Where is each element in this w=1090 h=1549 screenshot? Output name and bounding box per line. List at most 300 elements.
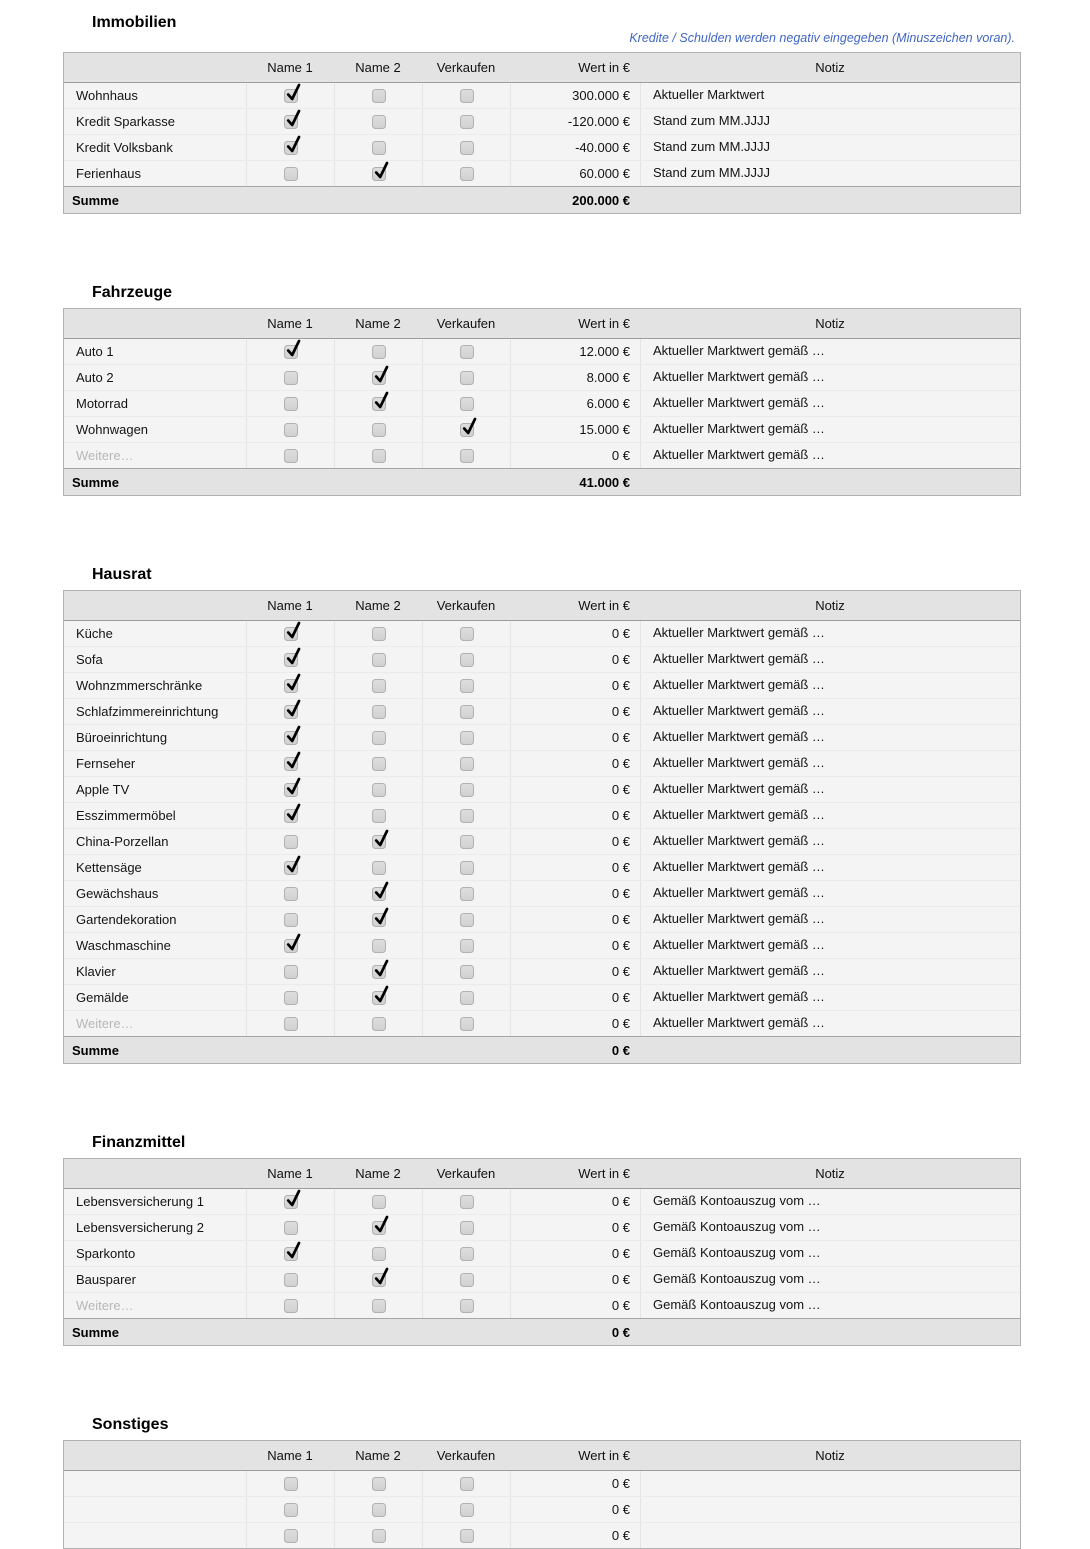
summe-row (64, 1318, 1020, 1345)
column-header-wert: Wert in € (578, 1166, 630, 1181)
checkmark-icon (374, 829, 389, 848)
item-name-cell[interactable]: Gartendekoration (76, 911, 177, 927)
item-name-cell[interactable]: Waschmaschine (76, 937, 171, 953)
column-header-name1: Name 1 (267, 316, 313, 331)
table-row (64, 829, 1020, 855)
item-note-cell[interactable] (640, 1471, 1020, 1496)
column-header-name2: Name 2 (355, 1166, 401, 1181)
checkbox-name1[interactable] (284, 1195, 298, 1209)
item-value-cell[interactable]: 0 € (510, 725, 640, 750)
summe-value: 0 € (611, 1324, 630, 1340)
column-header-name1: Name 1 (267, 60, 313, 75)
checkbox-name2[interactable] (372, 345, 386, 359)
checkbox-name1[interactable] (284, 115, 298, 129)
item-note-cell[interactable]: Aktueller Marktwert gemäß … (640, 621, 1020, 646)
column-header-notiz: Notiz (815, 1166, 845, 1181)
section-immobilien (63, 14, 1021, 214)
checkbox-verkaufen[interactable] (460, 1017, 474, 1031)
checkbox-name2[interactable] (372, 89, 386, 103)
checkbox-name1[interactable] (284, 397, 298, 411)
checkmark-icon (374, 1267, 389, 1286)
checkbox-verkaufen[interactable] (460, 1273, 474, 1287)
section-title: Finanzmittel (92, 1134, 186, 1151)
checkbox-verkaufen[interactable] (460, 449, 474, 463)
section-finanzmittel (63, 1134, 1021, 1346)
section-title: Fahrzeuge (92, 284, 173, 301)
item-name-cell[interactable]: Wohnhaus (76, 87, 138, 103)
item-note-cell[interactable]: Aktueller Marktwert gemäß … (640, 933, 1020, 958)
item-note-cell[interactable]: Aktueller Marktwert gemäß … (640, 985, 1020, 1010)
checkbox-verkaufen[interactable] (460, 1503, 474, 1517)
item-note-cell[interactable]: Gemäß Kontoauszug vom … (640, 1293, 1020, 1318)
item-note-cell[interactable]: Stand zum MM.JJJJ (640, 135, 1020, 160)
item-value-cell[interactable]: 0 € (510, 881, 640, 906)
checkmark-icon (374, 1215, 389, 1234)
checkbox-name2[interactable] (372, 1503, 386, 1517)
checkbox-name2[interactable] (372, 1195, 386, 1209)
section-fahrzeuge (63, 284, 1021, 496)
item-note-cell[interactable]: Stand zum MM.JJJJ (640, 109, 1020, 134)
item-name-cell[interactable]: Auto 1 (76, 343, 114, 359)
section-title: Hausrat (92, 566, 152, 583)
item-value-cell[interactable]: 0 € (510, 829, 640, 854)
item-name-cell[interactable]: Motorrad (76, 395, 129, 411)
checkbox-name2[interactable] (372, 1221, 386, 1235)
checkbox-verkaufen[interactable] (460, 913, 474, 927)
item-note-cell[interactable]: Aktueller Marktwert gemäß … (640, 855, 1020, 880)
item-name-cell[interactable]: Apple TV (76, 781, 130, 797)
checkmark-icon (374, 985, 389, 1004)
item-value-cell[interactable]: -40.000 € (510, 135, 640, 160)
section-hausrat (63, 566, 1021, 1064)
column-header-name1: Name 1 (267, 1448, 313, 1463)
item-note-cell[interactable]: Aktueller Marktwert gemäß … (640, 699, 1020, 724)
item-name-cell[interactable]: Kredit Sparkasse (76, 113, 175, 129)
checkbox-name1[interactable] (284, 939, 298, 953)
item-name-cell[interactable]: Lebensversicherung 2 (76, 1219, 204, 1235)
column-header-verkaufen: Verkaufen (436, 1448, 496, 1463)
section-sonstiges (63, 1416, 1021, 1549)
item-name-cell[interactable]: Kredit Volksbank (76, 139, 173, 155)
checkbox-verkaufen[interactable] (460, 167, 474, 181)
column-header-verkaufen: Verkaufen (436, 60, 496, 75)
item-value-cell[interactable]: 0 € (510, 1523, 640, 1548)
section-header (63, 1416, 1021, 1433)
column-header-name2: Name 2 (355, 598, 401, 613)
checkbox-name1[interactable] (284, 679, 298, 693)
checkbox-name1[interactable] (284, 965, 298, 979)
item-name-cell[interactable]: Gewächshaus (76, 885, 159, 901)
column-header-name1: Name 1 (267, 1166, 313, 1181)
table-header-row (64, 1159, 1020, 1189)
section-title: Immobilien (92, 14, 177, 31)
item-value-cell[interactable]: 15.000 € (510, 417, 640, 442)
table-row (64, 365, 1020, 391)
table-row (64, 161, 1020, 186)
checkmark-icon (286, 673, 301, 692)
table-body (64, 1189, 1020, 1318)
column-header-name2: Name 2 (355, 60, 401, 75)
table-header-row (64, 53, 1020, 83)
checkbox-name2[interactable] (372, 371, 386, 385)
checkbox-name2[interactable] (372, 1529, 386, 1543)
item-value-cell[interactable]: 12.000 € (510, 339, 640, 364)
checkbox-name1[interactable] (284, 1273, 298, 1287)
checkmark-icon (286, 109, 301, 128)
summe-value: 200.000 € (572, 192, 630, 208)
table-row (64, 933, 1020, 959)
section-header (63, 1134, 1021, 1151)
checkbox-verkaufen[interactable] (460, 679, 474, 693)
checkbox-name2[interactable] (372, 965, 386, 979)
item-name-cell[interactable]: Ferienhaus (76, 165, 142, 181)
table-row (64, 1523, 1020, 1548)
item-note-cell[interactable]: Aktueller Marktwert gemäß … (640, 959, 1020, 984)
table-row (64, 855, 1020, 881)
item-note-cell[interactable]: Aktueller Marktwert gemäß … (640, 673, 1020, 698)
item-name-cell[interactable]: Lebensversicherung 1 (76, 1193, 204, 1209)
column-header-notiz: Notiz (815, 598, 845, 613)
item-name-cell[interactable]: Schlafzimmereinrichtung (76, 703, 219, 719)
checkbox-name1[interactable] (284, 627, 298, 641)
checkmark-icon (286, 725, 301, 744)
checkbox-verkaufen[interactable] (460, 397, 474, 411)
column-header-notiz: Notiz (815, 60, 845, 75)
item-value-cell[interactable]: 0 € (510, 1241, 640, 1266)
item-value-cell[interactable]: 300.000 € (510, 83, 640, 108)
checkbox-verkaufen[interactable] (460, 371, 474, 385)
checkbox-name2[interactable] (372, 835, 386, 849)
table-header-row (64, 309, 1020, 339)
checkbox-name1[interactable] (284, 423, 298, 437)
summe-value: 41.000 € (579, 474, 630, 490)
column-header-name2: Name 2 (355, 316, 401, 331)
item-name-cell[interactable]: Küche (76, 625, 113, 641)
checkbox-verkaufen[interactable] (460, 809, 474, 823)
summe-label: Summe (72, 1324, 119, 1340)
checkmark-icon (286, 803, 301, 822)
checkbox-verkaufen[interactable] (460, 887, 474, 901)
item-name-cell[interactable]: Kettensäge (76, 859, 142, 875)
item-name-cell[interactable]: Wohnzmmerschränke (76, 677, 203, 693)
checkbox-name2[interactable] (372, 1477, 386, 1491)
summe-value: 0 € (611, 1042, 630, 1058)
table-body (64, 1471, 1020, 1548)
checkbox-name1[interactable] (284, 835, 298, 849)
summe-label: Summe (72, 474, 119, 490)
checkbox-verkaufen[interactable] (460, 423, 474, 437)
item-note-cell[interactable] (640, 1497, 1020, 1522)
checkbox-name2[interactable] (372, 913, 386, 927)
checkbox-name1[interactable] (284, 1247, 298, 1261)
item-name-cell[interactable]: China-Porzellan (76, 833, 169, 849)
checkbox-name2[interactable] (372, 783, 386, 797)
checkbox-name1[interactable] (284, 913, 298, 927)
checkbox-verkaufen[interactable] (460, 1195, 474, 1209)
checkmark-icon (286, 339, 301, 358)
checkbox-verkaufen[interactable] (460, 653, 474, 667)
checkmark-icon (374, 959, 389, 978)
item-note-cell[interactable]: Aktueller Marktwert gemäß … (640, 803, 1020, 828)
column-header-notiz: Notiz (815, 1448, 845, 1463)
checkbox-name1[interactable] (284, 345, 298, 359)
item-name-cell[interactable]: Sparkonto (76, 1245, 136, 1261)
checkbox-name2[interactable] (372, 423, 386, 437)
item-value-cell[interactable]: 0 € (510, 959, 640, 984)
table-row (64, 751, 1020, 777)
asset-table (63, 1158, 1021, 1346)
section-title: Sonstiges (92, 1416, 169, 1433)
table-body (64, 83, 1020, 186)
checkbox-name1[interactable] (284, 1529, 298, 1543)
table-row (64, 1011, 1020, 1036)
checkbox-name2[interactable] (372, 1299, 386, 1313)
table-row (64, 1267, 1020, 1293)
checkmark-icon (374, 391, 389, 410)
checkbox-name2[interactable] (372, 1247, 386, 1261)
checkbox-name1[interactable] (284, 167, 298, 181)
column-header-verkaufen: Verkaufen (436, 598, 496, 613)
checkbox-verkaufen[interactable] (460, 115, 474, 129)
item-name-cell[interactable]: Wohnwagen (76, 421, 149, 437)
checkmark-icon (286, 855, 301, 874)
item-note-cell[interactable]: Stand zum MM.JJJJ (640, 161, 1020, 186)
item-value-cell[interactable]: 0 € (510, 1011, 640, 1036)
item-note-cell[interactable]: Gemäß Kontoauszug vom … (640, 1241, 1020, 1266)
item-value-cell[interactable]: 0 € (510, 1267, 640, 1292)
table-row (64, 673, 1020, 699)
checkbox-name2[interactable] (372, 627, 386, 641)
checkmark-icon (286, 1189, 301, 1208)
checkbox-verkaufen[interactable] (460, 1477, 474, 1491)
checkmark-icon (374, 161, 389, 180)
item-value-cell[interactable]: 0 € (510, 777, 640, 802)
item-name-cell[interactable]: Weitere… (76, 1015, 134, 1031)
checkbox-verkaufen[interactable] (460, 783, 474, 797)
table-row (64, 391, 1020, 417)
item-value-cell[interactable]: 60.000 € (510, 161, 640, 186)
checkbox-verkaufen[interactable] (460, 1221, 474, 1235)
item-value-cell[interactable]: 6.000 € (510, 391, 640, 416)
item-name-cell[interactable]: Büroeinrichtung (76, 729, 168, 745)
checkbox-name2[interactable] (372, 861, 386, 875)
table-row (64, 959, 1020, 985)
item-name-cell[interactable]: Klavier (76, 963, 116, 979)
checkbox-name1[interactable] (284, 89, 298, 103)
column-header-name1: Name 1 (267, 598, 313, 613)
checkbox-name1[interactable] (284, 1221, 298, 1235)
checkbox-name1[interactable] (284, 757, 298, 771)
item-note-cell[interactable]: Aktueller Marktwert gemäß … (640, 1011, 1020, 1036)
checkbox-name1[interactable] (284, 1299, 298, 1313)
checkbox-verkaufen[interactable] (460, 835, 474, 849)
checkbox-name2[interactable] (372, 991, 386, 1005)
item-value-cell[interactable]: 0 € (510, 855, 640, 880)
table-header-row (64, 1441, 1020, 1471)
checkbox-name2[interactable] (372, 115, 386, 129)
checkbox-name1[interactable] (284, 705, 298, 719)
checkmark-icon (286, 699, 301, 718)
checkbox-name1[interactable] (284, 371, 298, 385)
item-name-cell[interactable]: Fernseher (76, 755, 136, 771)
checkbox-name1[interactable] (284, 861, 298, 875)
checkmark-icon (286, 621, 301, 640)
item-value-cell[interactable]: 0 € (510, 907, 640, 932)
item-value-cell[interactable]: 0 € (510, 1497, 640, 1522)
item-value-cell[interactable]: 0 € (510, 751, 640, 776)
checkbox-name2[interactable] (372, 887, 386, 901)
checkbox-name2[interactable] (372, 679, 386, 693)
table-header-row (64, 591, 1020, 621)
table-row (64, 1215, 1020, 1241)
checkbox-verkaufen[interactable] (460, 731, 474, 745)
item-value-cell[interactable]: 0 € (510, 443, 640, 468)
checkbox-verkaufen[interactable] (460, 627, 474, 641)
checkbox-verkaufen[interactable] (460, 1529, 474, 1543)
table-row (64, 1189, 1020, 1215)
summe-row (64, 468, 1020, 495)
table-row (64, 881, 1020, 907)
item-note-cell[interactable]: Aktueller Marktwert gemäß … (640, 443, 1020, 468)
table-body (64, 621, 1020, 1036)
item-note-cell[interactable]: Aktueller Marktwert gemäß … (640, 907, 1020, 932)
item-value-cell[interactable]: 0 € (510, 621, 640, 646)
item-note-cell[interactable]: Aktueller Marktwert (640, 83, 1020, 108)
item-note-cell[interactable] (640, 1523, 1020, 1548)
item-note-cell[interactable]: Aktueller Marktwert gemäß … (640, 417, 1020, 442)
checkmark-icon (286, 647, 301, 666)
item-value-cell[interactable]: 0 € (510, 985, 640, 1010)
item-name-cell[interactable]: Sofa (76, 651, 103, 667)
checkbox-name2[interactable] (372, 449, 386, 463)
checkbox-name2[interactable] (372, 705, 386, 719)
column-header-name2: Name 2 (355, 1448, 401, 1463)
item-note-cell[interactable]: Aktueller Marktwert gemäß … (640, 751, 1020, 776)
checkbox-name2[interactable] (372, 809, 386, 823)
item-value-cell[interactable]: 0 € (510, 1471, 640, 1496)
item-note-cell[interactable]: Aktueller Marktwert gemäß … (640, 391, 1020, 416)
checkbox-name1[interactable] (284, 653, 298, 667)
item-name-cell[interactable]: Weitere… (76, 1297, 134, 1313)
item-value-cell[interactable]: 0 € (510, 699, 640, 724)
item-value-cell[interactable]: 0 € (510, 1293, 640, 1318)
item-value-cell[interactable]: 0 € (510, 647, 640, 672)
item-name-cell[interactable]: Auto 2 (76, 369, 114, 385)
table-row (64, 135, 1020, 161)
item-name-cell[interactable]: Esszimmermöbel (76, 807, 176, 823)
item-value-cell[interactable]: -120.000 € (510, 109, 640, 134)
checkbox-verkaufen[interactable] (460, 965, 474, 979)
checkbox-name2[interactable] (372, 653, 386, 667)
checkbox-name2[interactable] (372, 167, 386, 181)
checkbox-verkaufen[interactable] (460, 861, 474, 875)
table-row (64, 443, 1020, 468)
item-note-cell[interactable]: Aktueller Marktwert gemäß … (640, 777, 1020, 802)
item-value-cell[interactable]: 0 € (510, 1215, 640, 1240)
checkbox-name2[interactable] (372, 1273, 386, 1287)
checkmark-icon (286, 83, 301, 102)
checkbox-name2[interactable] (372, 141, 386, 155)
section-header (63, 566, 1021, 583)
checkbox-name1[interactable] (284, 783, 298, 797)
table-row (64, 725, 1020, 751)
checkbox-verkaufen[interactable] (460, 1299, 474, 1313)
checkbox-name1[interactable] (284, 887, 298, 901)
table-row (64, 1471, 1020, 1497)
summe-label: Summe (72, 192, 119, 208)
item-note-cell[interactable]: Gemäß Kontoauszug vom … (640, 1189, 1020, 1214)
item-name-cell[interactable]: Gemälde (76, 989, 129, 1005)
table-row (64, 647, 1020, 673)
column-header-verkaufen: Verkaufen (436, 316, 496, 331)
checkbox-verkaufen[interactable] (460, 939, 474, 953)
item-name-cell[interactable]: Bausparer (76, 1271, 136, 1287)
checkbox-name1[interactable] (284, 449, 298, 463)
item-note-cell[interactable]: Aktueller Marktwert gemäß … (640, 339, 1020, 364)
checkbox-name2[interactable] (372, 1017, 386, 1031)
checkbox-name2[interactable] (372, 757, 386, 771)
item-value-cell[interactable]: 0 € (510, 933, 640, 958)
checkmark-icon (286, 751, 301, 770)
column-header-notiz: Notiz (815, 316, 845, 331)
checkbox-verkaufen[interactable] (460, 991, 474, 1005)
checkbox-verkaufen[interactable] (460, 705, 474, 719)
table-row (64, 1241, 1020, 1267)
checkbox-name1[interactable] (284, 1477, 298, 1491)
summe-label: Summe (72, 1042, 119, 1058)
checkbox-verkaufen[interactable] (460, 757, 474, 771)
column-header-verkaufen: Verkaufen (436, 1166, 496, 1181)
item-note-cell[interactable]: Aktueller Marktwert gemäß … (640, 829, 1020, 854)
item-name-cell[interactable]: Weitere… (76, 447, 134, 463)
checkbox-name1[interactable] (284, 731, 298, 745)
checkbox-verkaufen[interactable] (460, 141, 474, 155)
checkbox-name1[interactable] (284, 1503, 298, 1517)
item-value-cell[interactable]: 8.000 € (510, 365, 640, 390)
asset-table (63, 52, 1021, 214)
checkbox-verkaufen[interactable] (460, 1247, 474, 1261)
table-row (64, 621, 1020, 647)
table-row (64, 699, 1020, 725)
summe-row (64, 186, 1020, 213)
asset-table (63, 308, 1021, 496)
checkbox-name2[interactable] (372, 939, 386, 953)
checkbox-name1[interactable] (284, 1017, 298, 1031)
table-row (64, 109, 1020, 135)
item-note-cell[interactable]: Gemäß Kontoauszug vom … (640, 1215, 1020, 1240)
item-value-cell[interactable]: 0 € (510, 1189, 640, 1214)
checkmark-icon (462, 417, 477, 436)
item-note-cell[interactable]: Aktueller Marktwert gemäß … (640, 647, 1020, 672)
item-note-cell[interactable]: Aktueller Marktwert gemäß … (640, 365, 1020, 390)
checkbox-name2[interactable] (372, 397, 386, 411)
table-row (64, 339, 1020, 365)
section-header (63, 284, 1021, 301)
checkbox-verkaufen[interactable] (460, 345, 474, 359)
checkmark-icon (286, 933, 301, 952)
checkbox-name1[interactable] (284, 991, 298, 1005)
item-note-cell[interactable]: Gemäß Kontoauszug vom … (640, 1267, 1020, 1292)
checkbox-verkaufen[interactable] (460, 89, 474, 103)
checkbox-name1[interactable] (284, 809, 298, 823)
item-note-cell[interactable]: Aktueller Marktwert gemäß … (640, 725, 1020, 750)
column-header-wert: Wert in € (578, 60, 630, 75)
item-value-cell[interactable]: 0 € (510, 673, 640, 698)
item-value-cell[interactable]: 0 € (510, 803, 640, 828)
item-note-cell[interactable]: Aktueller Marktwert gemäß … (640, 881, 1020, 906)
checkbox-name1[interactable] (284, 141, 298, 155)
checkbox-name2[interactable] (372, 731, 386, 745)
